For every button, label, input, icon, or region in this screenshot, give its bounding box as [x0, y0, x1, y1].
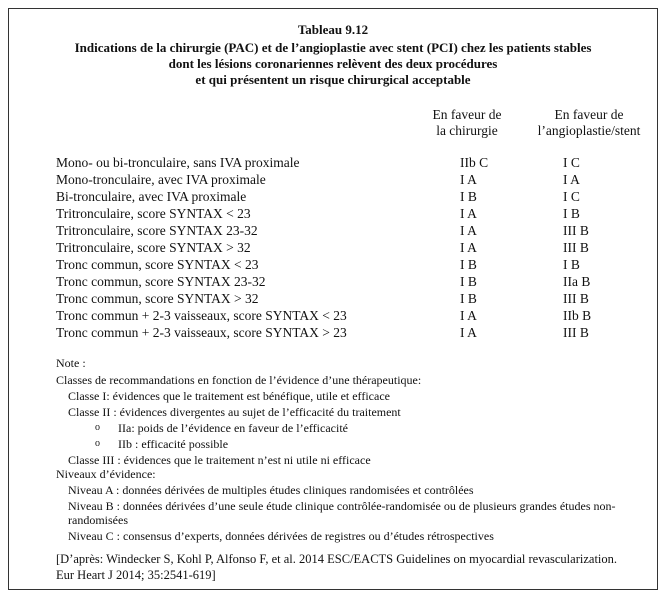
class-2b-text: IIb : efficacité possible [118, 437, 229, 451]
column-header-stent-line-2: l’angioplastie/stent [537, 123, 641, 138]
row-label: Tritronculaire, score SYNTAX 23-32 [56, 223, 258, 238]
stent-recommendation: I C [563, 155, 580, 170]
surgery-recommendation: I B [460, 291, 477, 306]
class-2a-text: IIa: poids de l’évidence en faveur de l’efficacité [118, 421, 348, 435]
class-2-text: Classe II : évidences divergentes au sujet de l’efficacité du traitement [68, 405, 401, 419]
row-label: Bi-tronculaire, avec IVA proximale [56, 189, 247, 204]
column-header-surgery-line-2: la chirurgie [436, 123, 498, 138]
surgery-recommendation: I B [460, 274, 477, 289]
table-row [0, 257, 666, 273]
class-3-text: Classe III : évidences que le traitement n’est ni utile ni efficace [68, 453, 371, 467]
row-label: Mono- ou bi-tronculaire, sans IVA proximale [56, 155, 300, 170]
bullet-icon: o [95, 438, 100, 449]
surgery-recommendation: I A [460, 172, 477, 187]
stent-recommendation: IIb B [563, 308, 592, 323]
table-title: Tableau 9.12 [297, 22, 369, 37]
table-row [0, 206, 666, 222]
stent-recommendation: III B [563, 325, 589, 340]
surgery-recommendation: I A [460, 308, 477, 323]
column-header-surgery-line-1: En faveur de [432, 107, 502, 122]
row-label: Tritronculaire, score SYNTAX < 23 [56, 206, 251, 221]
row-label: Tronc commun + 2-3 vaisseaux, score SYNTAX < 23 [56, 308, 347, 323]
bullet-icon: o [95, 422, 100, 433]
stent-recommendation: III B [563, 291, 589, 306]
table-row [0, 223, 666, 239]
row-label: Tronc commun, score SYNTAX < 23 [56, 257, 259, 272]
surgery-recommendation: I A [460, 223, 477, 238]
source-citation-line-2: Eur Heart J 2014; 35:2541-619] [56, 568, 216, 582]
stent-recommendation: I B [563, 206, 580, 221]
row-label: Tronc commun + 2-3 vaisseaux, score SYNTAX > 23 [56, 325, 347, 340]
level-b-continuation: randomisées [68, 513, 128, 527]
source-citation-line-1: [D’après: Windecker S, Kohl P, Alfonso F, et al. 2014 ESC/EACTS Guidelines on myocardial revascularization. [56, 552, 618, 566]
table-subtitle-line-1: Indications de la chirurgie (PAC) et de l’angioplastie avec stent (PCI) chez les patients stables [74, 40, 592, 55]
level-b-text: Niveau B : données dérivées d’une seule étude clinique contrôlée-randomisée ou de plusieurs grandes études non- [68, 499, 616, 513]
stent-recommendation: I A [563, 172, 580, 187]
surgery-recommendation: I B [460, 189, 477, 204]
row-label: Tritronculaire, score SYNTAX > 32 [56, 240, 251, 255]
table-row [0, 155, 666, 171]
table-row [0, 291, 666, 307]
surgery-recommendation: I A [460, 240, 477, 255]
class-1-text: Classe I: évidences que le traitement est bénéfique, utile et efficace [68, 389, 390, 403]
stent-recommendation: III B [563, 240, 589, 255]
classes-heading: Classes de recommandations en fonction de l’évidence d’une thérapeutique: [56, 373, 422, 387]
table-row [0, 308, 666, 324]
stent-recommendation: I C [563, 189, 580, 204]
surgery-recommendation: IIb C [460, 155, 489, 170]
stent-recommendation: III B [563, 223, 589, 238]
table-subtitle-line-3: et qui présentent un risque chirurgical acceptable [195, 72, 471, 87]
surgery-recommendation: I A [460, 206, 477, 221]
column-header-stent-line-1: En faveur de [554, 107, 624, 122]
table-subtitle-line-2: dont les lésions coronariennes relèvent des deux procédures [168, 56, 498, 71]
stent-recommendation: I B [563, 257, 580, 272]
column-header-surgery [412, 107, 522, 139]
row-label: Tronc commun, score SYNTAX 23-32 [56, 274, 266, 289]
row-label: Tronc commun, score SYNTAX > 32 [56, 291, 259, 306]
level-a-text: Niveau A : données dérivées de multiples études cliniques randomisées et contrôlées [68, 483, 474, 497]
table-row [0, 274, 666, 290]
stent-recommendation: IIa B [563, 274, 591, 289]
table-row [0, 172, 666, 188]
table-row [0, 189, 666, 205]
row-label: Mono-tronculaire, avec IVA proximale [56, 172, 266, 187]
surgery-recommendation: I B [460, 257, 477, 272]
note-title: Note : [56, 356, 86, 370]
column-header-stent [519, 107, 659, 139]
levels-heading: Niveaux d’évidence: [56, 467, 156, 481]
table-row [0, 240, 666, 256]
surgery-recommendation: I A [460, 325, 477, 340]
level-c-text: Niveau C : consensus d’experts, données dérivées de registres ou d’études rétrospectives [68, 529, 494, 543]
table-row [0, 325, 666, 341]
